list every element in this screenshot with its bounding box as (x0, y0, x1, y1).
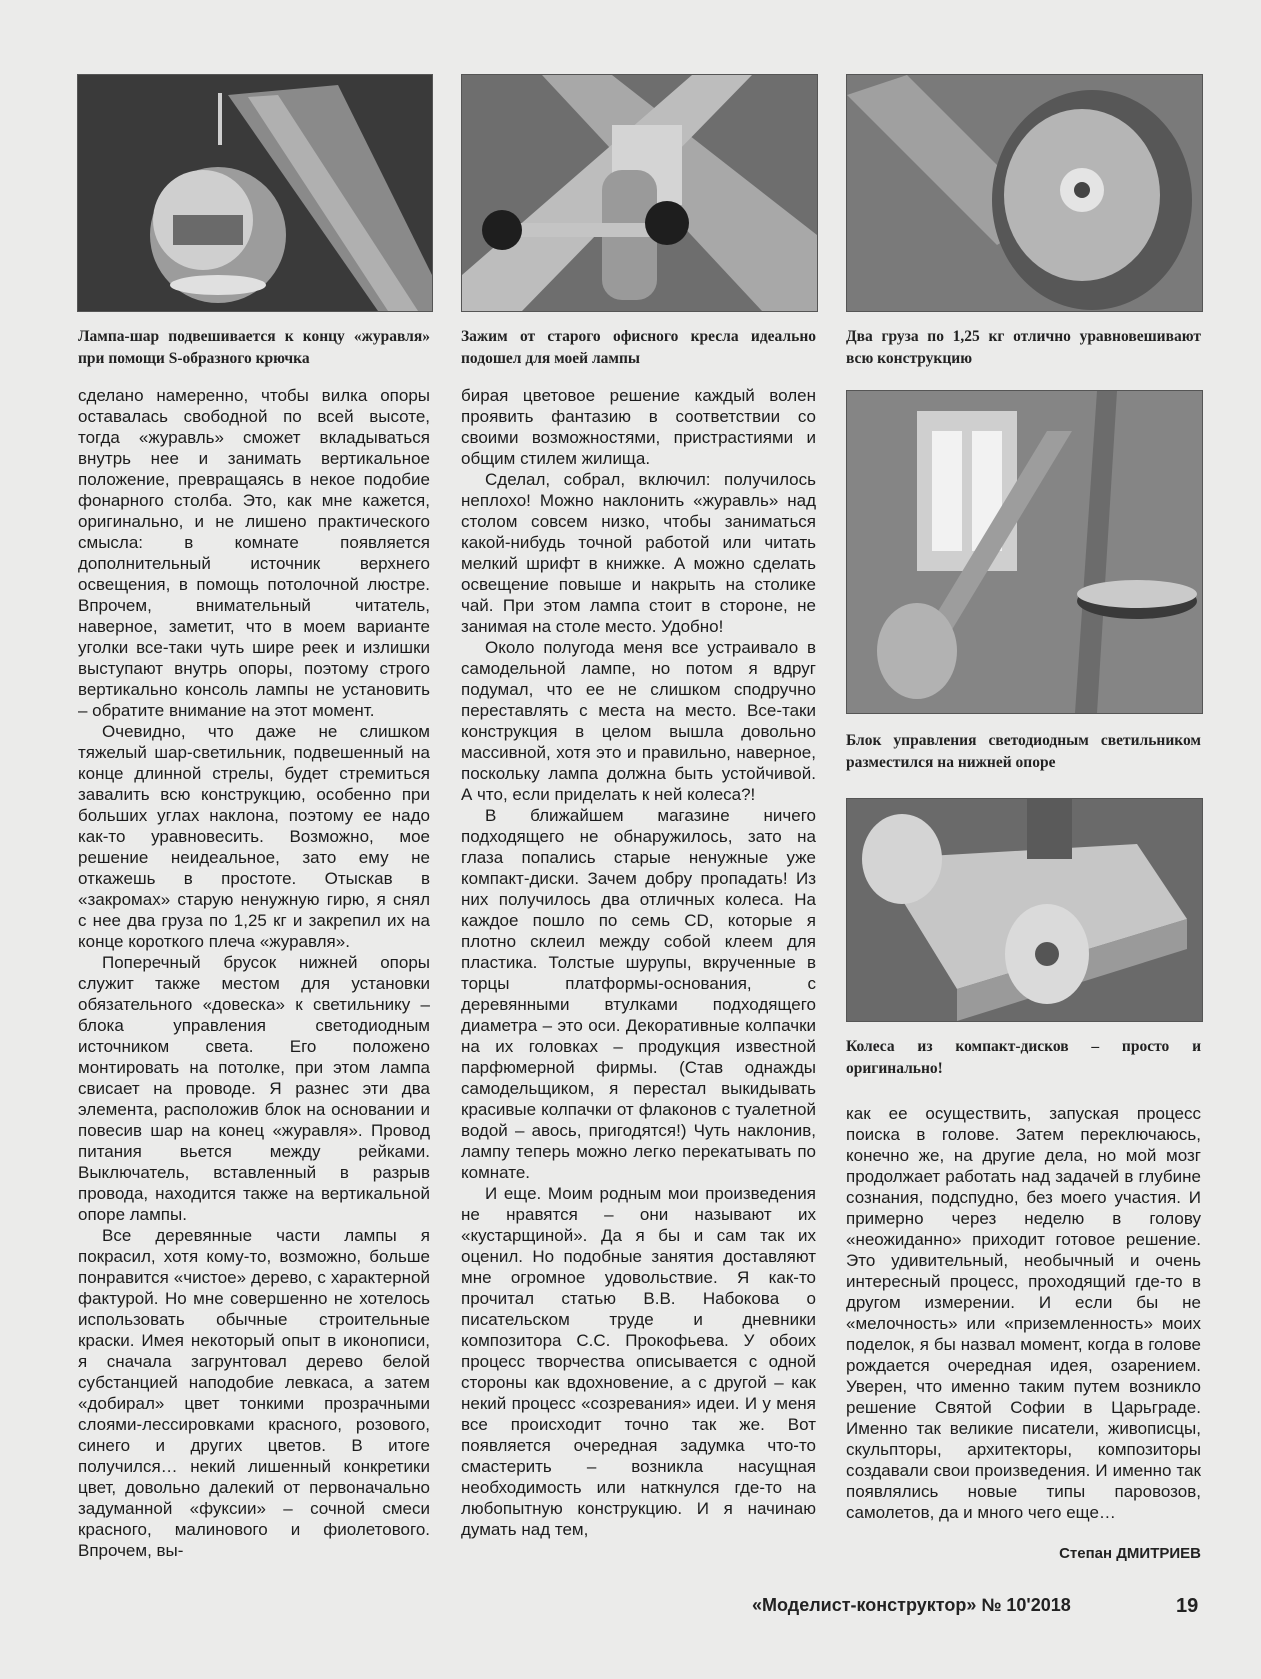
paragraph: бирая цветовое решение каждый волен проявить фантазию в соответствии со своими возможностями, пристрастиями и общим стилем жилища. (461, 386, 816, 468)
paragraph: И еще. Моим родным мои произведения не нравятся – они называют их «кустарщиной». Да я бы и сам так их оценил. Но подобные занятия доставляют мне огромное удовольствие. Я как-то прочитал статью В.В. Набокова о писательском труде и дневники композитора С.С. Прокофьева. У обоих процесс творчества описывается с одной стороны как вдохновение, а с другой – как некий процесс «созревания» идеи. И у меня все происходит точно так же. Вот появляется очередная задумка что-то смастерить – возникла насущная необходимость или наткнулся где-то на любопытную конструкцию. И я начинаю думать над тем, (461, 1184, 816, 1539)
paragraph: Около полугода меня все устраивало в самодельной лампе, но потом я вдруг подумал, что ее не слишком сподручно переставлять с места на место. Все-таки конструкция в целом вышла довольно массивной, хотя это и правильно, наверное, поскольку лампа должна быть устойчивой. А что, если приделать к ней колеса?! (461, 638, 816, 804)
caption-control-block: Блок управления светодиодным светильником разместился на нижней опоре (846, 732, 1201, 771)
paragraph: как ее осуществить, запуская процесс поиска в голове. Затем переключаюсь, конечно же, на другие дела, но мой мозг продолжает работать над задачей в глубине сознания, подспудно, без моего участия. И примерно через неделю в голову «неожиданно» приходит готовое решение. Это удивительный, необычный и очень интересный процесс, проходящий где-то в другом измерении. И если бы не «мелочность» или «приземленность» моих поделок, я бы назвал момент, когда в голове рождается очередная идея, озарением. Уверен, что именно таким путем возникло решение Святой Софии в Царьграде. Именно так великие писатели, живописцы, скульпторы, архитекторы, композиторы создавали свои произведения. И именно так появлялись новые типы паровозов, самолетов, да и много чего еще… (846, 1104, 1201, 1522)
caption-cd-wheels: Колеса из компакт-дисков – просто и оригинально! (846, 1038, 1201, 1077)
paragraph: Сделал, собрал, включил: получилось неплохо! Можно наклонить «журавль» над столом совсем низко, чтобы заниматься какой-нибудь точной работой или читать мелкий шрифт в книжке. А можно сделать освещение повыше и накрыть на столике чай. При этом лампа стоит в стороне, не занимая на столе место. Удобно! (461, 470, 816, 636)
footer-magazine-title: «Моделист-конструктор» № 10'2018 (752, 1595, 1071, 1615)
photo-control-block (846, 390, 1203, 714)
photo-weights (846, 74, 1203, 312)
lamp-sphere-image (78, 75, 432, 311)
photo-chair-clamp (461, 74, 818, 312)
photo-lamp-sphere (77, 74, 433, 312)
caption-lamp-sphere: Лампа-шар подвешивается к концу «журавля» при помощи S-образного крючка (78, 328, 430, 367)
article-column-left (78, 385, 430, 1561)
weights-image (847, 75, 1202, 311)
footer-page-number: 19 (1176, 1595, 1199, 1617)
article-column-middle (461, 385, 816, 1540)
chair-clamp-image (462, 75, 817, 311)
paragraph: В ближайшем магазине ничего подходящего не обнаружилось, зато на глаза попались старые ненужные уже компакт-диски. Зачем добру пропадать! Из них получилось два отличных колеса. На каждое пошло по семь CD, которые я плотно склеил между собой клеем для пластика. Толстые шурупы, вкрученные в торцы платформы-основания, с деревянными втулками подходящего диаметра – это оси. Декоративные колпачки на их головках – продукция известной парфюмерной фирмы. (Став однажды самодельщиком, я перестал выкидывать красивые колпачки от флаконов с туалетной водой – авось, пригодятся!) Чуть наклонив, лампу теперь можно легко перекатывать по комнате. (461, 806, 816, 1182)
paragraph: Очевидно, что даже не слишком тяжелый шар-светильник, подвешенный на конце длинной стрелы, будет стремиться завалить всю конструкцию, особенно при больших углах наклона, поэтому ее надо как-то уравновесить. Возможно, мое решение неидеальное, зато ему не откажешь в простоте. Отыскав в «закромах» старую ненужную гирю, я снял с нее два груза по 1,25 кг и закрепил их на конце короткого плеча «журавля». (78, 722, 430, 951)
article-column-right (846, 1103, 1201, 1523)
caption-chair-clamp: Зажим от старого офисного кресла идеально подошел для моей лампы (461, 328, 816, 367)
caption-weights: Два груза по 1,25 кг отлично уравновешивают всю конструкцию (846, 328, 1201, 367)
control-block-image (847, 391, 1202, 713)
paragraph: Все деревянные части лампы я покрасил, хотя кому-то, возможно, больше понравится «чистое» дерево, с характерной фактурой. Но мне совершенно не хотелось использовать обычные строительные краски. Имея некоторый опыт в иконописи, я сначала загрунтовал дерево белой субстанцией наподобие левкаса, а затем «добирал» цвет тонкими прозрачными слоями-лессировками красного, розового, синего и других цветов. В итоге получился… некий лишенный конкретики цвет, довольно далекий от первоначально задуманной «фуксии» – сочной смеси красного, малинового и фиолетового. Впрочем, вы- (78, 1226, 430, 1560)
paragraph: Поперечный брусок нижней опоры служит также местом для установки обязательного «довеска» к светильнику – блока управления светодиодным источником света. Его положено монтировать на потолке, при этом лампа свисает на проводе. Я разнес эти два элемента, расположив блок на основании и повесив шар на конец «журавля». Провод питания вьется между рейками. Выключатель, вставленный в разрыв провода, находится также на вертикальной опоре лампы. (78, 953, 430, 1224)
paragraph: сделано намеренно, чтобы вилка опоры оставалась свободной по всей высоте, тогда «журавль» сможет вкладываться внутрь нее и занимать вертикальное положение, превращаясь в некое подобие фонарного столба. Это, как мне кажется, оригинально, и не лишено практического смысла: в комнате появляется дополнительный источник верхнего освещения, в помощь потолочной люстре. Впрочем, внимательный читатель, наверное, заметит, что в моем варианте уголки все-таки чуть шире реек и излишки выступают внутрь опоры, поэтому строго вертикально консоль лампы не установить – обратите внимание на этот момент. (78, 386, 430, 720)
photo-cd-wheels (846, 798, 1203, 1022)
author-signature: Степан ДМИТРИЕВ (1059, 1545, 1201, 1562)
cd-wheels-image (847, 799, 1202, 1021)
